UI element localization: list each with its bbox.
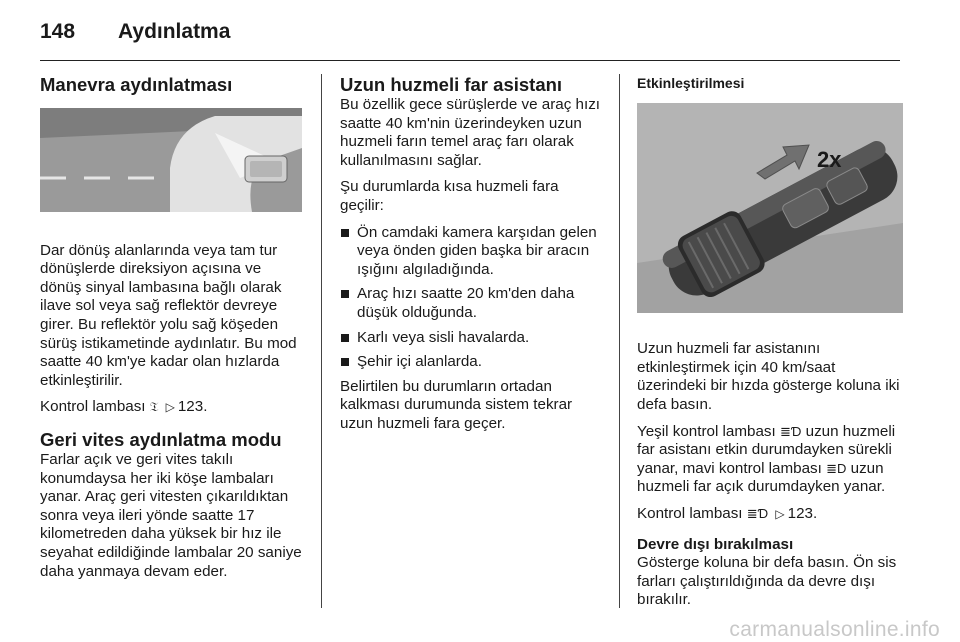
high-beam-outro: Belirtilen bu durumların ortadan kalkması durumunda sistem tekrar uzun huzmeli fara geçer. [340, 377, 573, 432]
reference-arrow-icon: ▷ [775, 506, 785, 521]
section-title-high-beam-assist: Uzun huzmeli far asistanı [340, 74, 563, 95]
control-lamp-line-1: Kontrol lambası 𝔗 ▷ 123. [40, 398, 208, 416]
control-lamp-line-3: Kontrol lambası ≣Ɗ ▷ 123. [637, 504, 818, 522]
indicator-stalk-illustration [637, 103, 903, 313]
page-reference: 123. [177, 398, 208, 416]
column-divider-2 [619, 74, 620, 608]
high-beam-assist-icon: ≣Ɗ [779, 423, 802, 439]
press-twice-label: 2x [817, 146, 842, 172]
reference-arrow-icon: ▷ [165, 400, 175, 415]
list-item: Ön camdaki kamera karşıdan gelen veya önden giden başka bir aracın ışığını algıladığında. [340, 224, 606, 280]
cornering-description: Dar dönüş alanlarında veya tam tur dönüşlerde direksiyon açısına ve dönüş sinyal lambasına bağlı olarak ilave sol veya sağ reflektör devreye girer. Bu reflektör yolu sağ köşeden sürüş istikametinde aydınlatır. Bu mod saatte 40 km'ye kadar olan hızlarda etkinleştirilir. [40, 241, 297, 389]
high-beam-icon: ≣D [826, 460, 847, 476]
header-rule [40, 60, 900, 61]
watermark: carmanualsonline.info [729, 618, 940, 641]
low-beam-lead: Şu durumlarda kısa huzmeli fara geçilir: [340, 178, 559, 214]
section-title-deactivation: Devre dışı bırakılması [637, 535, 794, 553]
headlamp-icon: 𝔗 [149, 399, 159, 415]
low-beam-conditions [340, 224, 606, 372]
green-lamp-description: Yeşil kontrol lambası ≣Ɗ uzun huzmeli far asistanı etkin durumdayken sürekli yanar, mavi kontrol lambası ≣D uzun huzmeli far açık durumdayken yanar. [637, 422, 896, 496]
column-3 [637, 74, 903, 618]
page-reference: 123. [787, 504, 818, 522]
deactivation-description: Gösterge koluna bir defa basın. Ön sis farları çalıştırıldığında da devre dışı bırakılır. [637, 554, 897, 609]
list-item: Şehir içi alanlarda. [340, 353, 606, 372]
section-title-activation: Etkinleştirilmesi [637, 75, 745, 91]
high-beam-assist-icon: ≣Ɗ [746, 505, 769, 521]
section-title-reverse-light: Geri vites aydınlatma modu [40, 428, 282, 450]
reverse-light-description: Farlar açık ve geri vites takılı konumdaysa her iki köşe lambaları yanar. Araç geri vitesten çıkarıldıktan sonra veya ileri yönde saatte 17 kilometreden daha yüksek bir hız ile seyahat edildiğinde lambalar 20 saniye daha yanmaya devam eder. [40, 450, 302, 580]
chapter-title: Aydınlatma [118, 20, 231, 43]
list-item: Karlı veya sisli havalarda. [340, 329, 606, 348]
column-divider-1 [321, 74, 322, 608]
section-title-cornering-light: Manevra aydınlatması [40, 74, 233, 95]
column-1 [40, 74, 304, 589]
page-header [40, 20, 230, 50]
activation-description: Uzun huzmeli far asistanını etkinleştirmek için 40 km/saat üzerindeki bir hızda gösterge koluna iki defa basın. [637, 340, 900, 413]
list-item: Araç hızı saatte 20 km'den daha düşük olduğunda. [340, 285, 606, 322]
page-number: 148 [40, 20, 76, 43]
high-beam-intro: Bu özellik gece sürüşlerde ve araç hızı saatte 40 km'nin üzerindeyken uzun huzmeli farın temel araç farı olarak kullanılmasını sağlar. [340, 96, 601, 169]
column-2 [340, 74, 606, 442]
cornering-light-illustration [40, 108, 302, 212]
